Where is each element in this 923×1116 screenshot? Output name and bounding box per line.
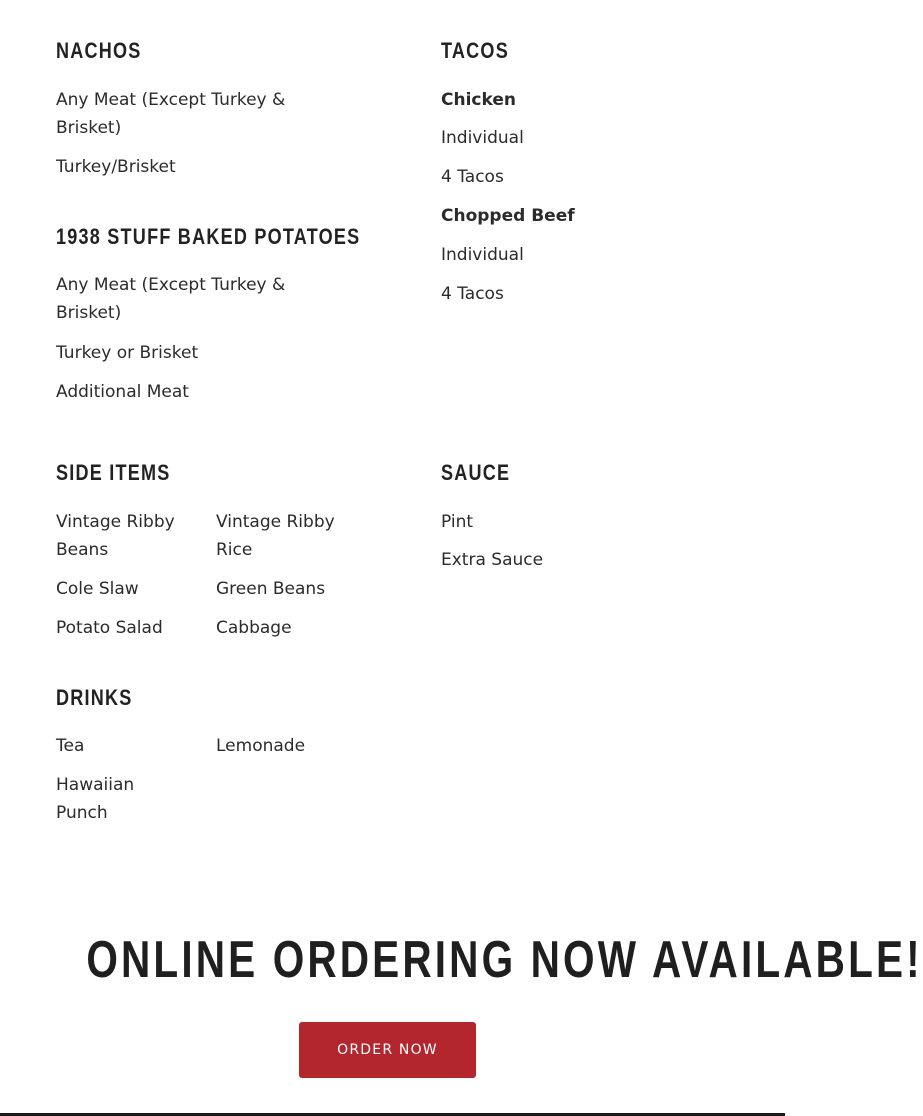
tacos-item: 4 Tacos	[441, 284, 504, 304]
drink-item: Hawaiian Punch	[56, 775, 135, 823]
tacos-heading: TACOS	[441, 38, 509, 63]
potatoes-item: Additional Meat	[56, 382, 189, 402]
side-item: Cabbage	[216, 618, 292, 638]
potatoes-heading: 1938 STUFF BAKED POTATOES	[56, 224, 361, 249]
nachos-item: Turkey/Brisket	[56, 157, 176, 177]
tacos-item: Individual	[441, 128, 524, 148]
nachos-heading: NACHOS	[56, 38, 142, 63]
tacos-item: Individual	[441, 245, 524, 265]
drink-item: Tea	[56, 736, 85, 756]
tacos-item: 4 Tacos	[441, 167, 504, 187]
order-now-button[interactable]: ORDER NOW	[299, 1022, 476, 1078]
side-item: Cole Slaw	[56, 579, 139, 599]
sauce-heading: SAUCE	[441, 460, 511, 485]
side-item: Vintage Ribby Beans	[56, 512, 175, 560]
tacos-group-chopped-beef: Chopped Beef	[441, 206, 575, 226]
drink-item: Lemonade	[216, 736, 306, 756]
side-items-heading: SIDE ITEMS	[56, 460, 171, 485]
side-item: Potato Salad	[56, 618, 163, 638]
sauce-item: Extra Sauce	[441, 550, 544, 570]
sauce-item: Pint	[441, 512, 474, 532]
drinks-heading: DRINKS	[56, 685, 133, 710]
nachos-item: Any Meat (Except Turkey & Brisket)	[56, 90, 286, 138]
tacos-group-chicken: Chicken	[441, 90, 516, 110]
online-ordering-banner: ONLINE ORDERING NOW AVAILABLE!	[86, 931, 923, 989]
side-item: Vintage Ribby Rice	[216, 512, 335, 560]
potatoes-item: Turkey or Brisket	[56, 343, 199, 363]
potatoes-item: Any Meat (Except Turkey & Brisket)	[56, 275, 286, 323]
side-item: Green Beans	[216, 579, 326, 599]
